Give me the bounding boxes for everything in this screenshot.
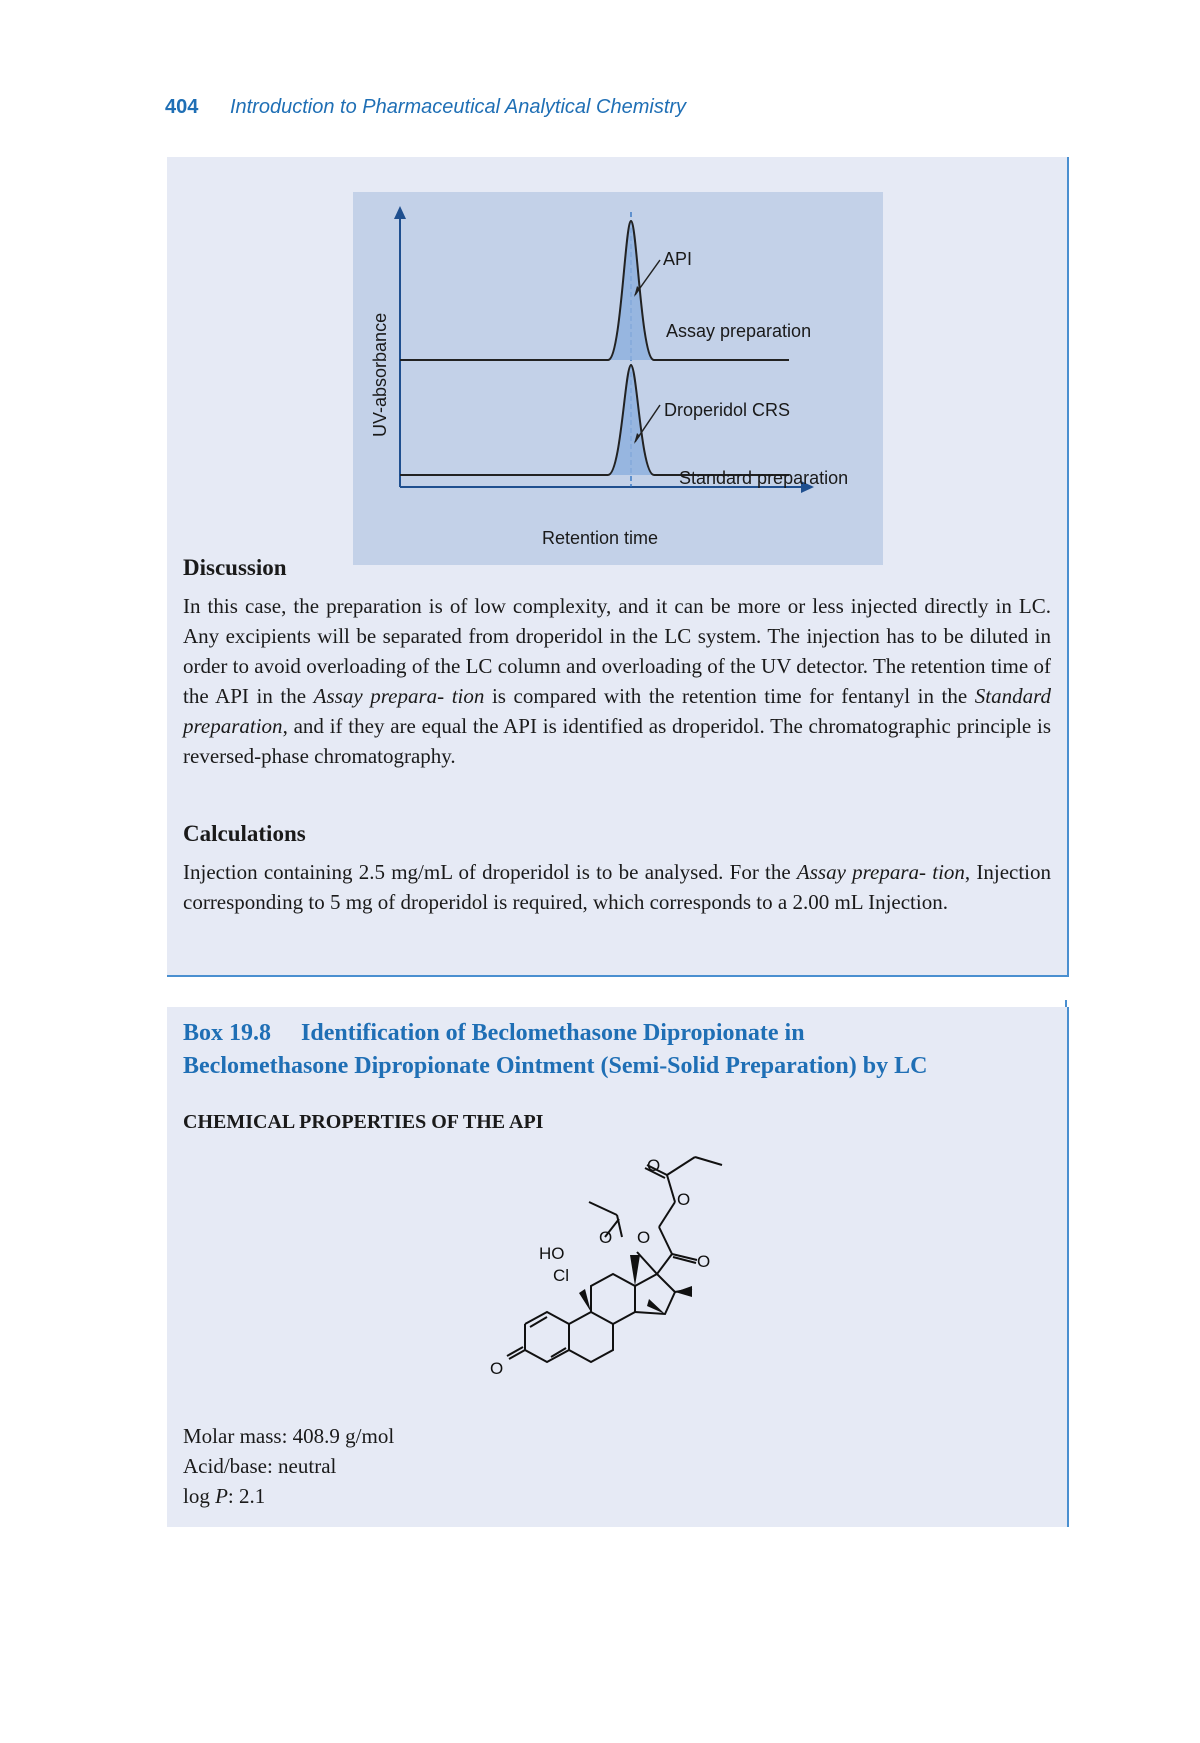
box-19-8 — [167, 1007, 1069, 1527]
api-label: API — [663, 249, 693, 269]
box-droperidol-continued — [167, 157, 1069, 977]
discussion-line: is compared with the retention time for fentanyl in the — [484, 684, 975, 708]
log-p-variable: P — [215, 1484, 228, 1508]
log-p-value: : 2.1 — [227, 1484, 266, 1508]
atom-label: Cl — [553, 1266, 570, 1285]
droperidol-crs-label: Droperidol CRS — [664, 400, 791, 420]
discussion-line: , and — [282, 714, 324, 738]
standard-preparation-label: Standard preparation — [679, 468, 849, 488]
log-p — [183, 1481, 1051, 1511]
assay-preparation-term: tion — [451, 684, 485, 708]
chem-properties-heading: CHEMICAL PROPERTIES OF THE API — [183, 1111, 544, 1133]
discussion-line: reversed-phase chromatography. — [183, 744, 456, 768]
running-head — [165, 96, 686, 119]
api-properties — [183, 1421, 1051, 1511]
molar-mass: Molar mass: 408.9 g/mol — [183, 1424, 395, 1448]
beclomethasone-structure — [487, 1147, 807, 1407]
box-title-line: Box 19.8 Identification of Beclomethasone Dipropionate in — [183, 1020, 805, 1046]
standard-preparation-term: Standard preparation — [183, 684, 1052, 738]
calculations-line: 2.00 mL Injection. — [792, 890, 948, 914]
atom-label: O — [677, 1190, 691, 1209]
assay-preparation-label: Assay preparation — [666, 321, 812, 341]
atom-label: O — [490, 1359, 504, 1378]
discussion-paragraph — [183, 591, 1051, 771]
assay-peak-fill — [608, 221, 654, 360]
assay-preparation-term: Assay prepara- — [313, 684, 445, 708]
discussion-line: In this case, the preparation is of low complexity, and it can be more or less injected — [183, 594, 918, 618]
y-axis-arrow — [394, 206, 406, 219]
calculations-heading: Calculations — [183, 821, 306, 846]
discussion-heading: Discussion — [183, 555, 287, 580]
atom-label: O — [647, 1156, 661, 1175]
log-p-prefix: log — [183, 1484, 216, 1508]
standard-peak-fill — [608, 365, 654, 475]
atom-label: O — [637, 1228, 651, 1247]
discussion-line: if they are equal the API is identified as droperidol. The chromatographic principle is — [329, 714, 1051, 738]
standard-trace — [400, 365, 789, 475]
assay-preparation-term: tion — [932, 860, 965, 884]
calculations-line: , Injection corresponding to 5 mg of droperidol is required, which corresponds to a — [183, 860, 1052, 914]
atom-label: HO — [539, 1244, 565, 1263]
discussion-line: overloading of the UV detector. The retention time of the API in the — [183, 654, 1051, 708]
chromatogram-svg — [353, 192, 883, 565]
x-axis-label: Retention time — [542, 528, 659, 548]
chem-properties-heading-wrap — [183, 1107, 1051, 1137]
calculations-section — [183, 819, 1051, 917]
box-title-line: Beclomethasone Dipropionate Ointment (Semi-Solid Preparation) by LC — [183, 1053, 928, 1079]
discussion-section — [183, 553, 1051, 771]
box-title — [183, 1017, 1051, 1083]
atom-label: O — [697, 1252, 711, 1271]
book-title: Introduction to Pharmaceutical Analytical Chemistry — [229, 96, 687, 118]
calculations-line: Injection containing 2.5 mg/mL of droperidol is to be analysed. For the — [183, 860, 797, 884]
assay-preparation-term: Assay prepara- — [796, 860, 926, 884]
chromatogram-figure — [353, 192, 883, 565]
atom-label: O — [599, 1228, 613, 1247]
discussion-line: The injection has to be diluted in order to avoid overloading of the LC column and — [183, 624, 1051, 678]
acid-base: Acid/base: neutral — [183, 1454, 337, 1478]
page-number: 404 — [165, 96, 199, 118]
calculations-paragraph — [183, 857, 1051, 917]
discussion-line: directly in LC. Any excipients will be separated from droperidol in the LC system. — [183, 594, 1052, 648]
y-axis-label: UV-absorbance — [370, 312, 390, 437]
